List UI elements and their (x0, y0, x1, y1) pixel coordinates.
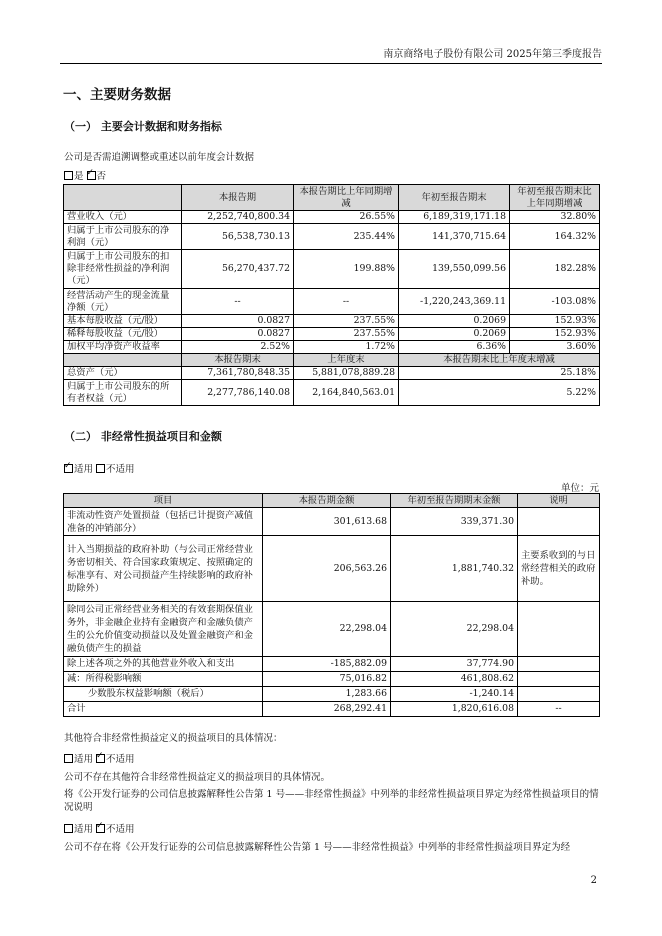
cell: 37,774.90 (391, 657, 518, 672)
checkbox-checked-icon (96, 824, 105, 833)
option-applicable: 适用 (74, 824, 94, 835)
page-number: 2 (590, 875, 597, 886)
row-label: 减：所得税影响额 (64, 672, 263, 687)
cell (518, 657, 600, 672)
paragraph: 公司不存在其他符合非经常性损益定义的损益项目的具体情况。 (64, 772, 331, 783)
cell: 56,538,730.13 (182, 224, 294, 250)
table-header-row (64, 354, 600, 367)
cell: 22,298.04 (263, 602, 391, 657)
cell: 0.0827 (182, 328, 294, 341)
table-header-row (64, 185, 600, 211)
applicable-options-2 (64, 751, 135, 765)
cell: 1,881,740.32 (391, 536, 518, 602)
paragraph: 其他符合非经常性损益定义的损益项目的具体情况： (64, 733, 283, 744)
table-row (64, 211, 600, 224)
cell: 152.93% (510, 328, 600, 341)
checkbox-checked-icon (96, 754, 105, 763)
cell: 2,164,840,563.01 (294, 380, 399, 406)
option-applicable: 适用 (74, 754, 94, 765)
cell: 75,016.82 (263, 672, 391, 687)
cell: 22,298.04 (391, 602, 518, 657)
header-cell: 本报告期末 (182, 354, 294, 367)
option-yes: 是 (74, 171, 84, 182)
non-recurring-items-table (63, 493, 600, 717)
cell: -1,220,243,369.11 (399, 289, 510, 315)
header-cell: 说明 (518, 494, 600, 508)
cell: 268,292.41 (263, 702, 391, 717)
cell: -185,882.09 (263, 657, 391, 672)
row-label: 归属于上市公司股东的扣除非经常性损益的净利润（元） (64, 250, 182, 289)
table-header-row (64, 494, 600, 508)
row-label: 总资产（元） (64, 367, 182, 380)
cell: 7,361,780,848.35 (182, 367, 294, 380)
table-row (64, 657, 600, 672)
cell: 139,550,099.56 (399, 250, 510, 289)
table-row (64, 602, 600, 657)
subsection-title-1: （一） 主要会计数据和财务指标 (64, 120, 222, 133)
cell: -103.08% (510, 289, 600, 315)
cell (518, 687, 600, 702)
checkbox-empty-icon (96, 464, 105, 473)
cell: 339,371.30 (391, 508, 518, 536)
option-not-applicable: 不适用 (106, 754, 135, 765)
row-label: 计入当期损益的政府补助（与公司正常经营业务密切相关、符合国家政策规定、按照确定的标准享有、对公司损益产生持续影响的政府补助除外） (64, 536, 263, 602)
cell: 0.2069 (399, 328, 510, 341)
cell: 5,881,078,889.28 (294, 367, 399, 380)
financial-indicators-table (63, 184, 600, 406)
cell: -- (294, 289, 399, 315)
table-row (64, 672, 600, 687)
row-label: 加权平均净资产收益率 (64, 341, 182, 354)
option-not-applicable: 不适用 (106, 824, 135, 835)
cell: 32.80% (510, 211, 600, 224)
cell: 25.18% (399, 367, 600, 380)
cell: -1,240.14 (391, 687, 518, 702)
cell: 0.2069 (399, 315, 510, 328)
cell: 237.55% (294, 328, 399, 341)
cell: 141,370,715.64 (399, 224, 510, 250)
cell: -- (182, 289, 294, 315)
cell: 0.0827 (182, 315, 294, 328)
table-row (64, 250, 600, 289)
cell: 1,283.66 (263, 687, 391, 702)
cell: 461,808.62 (391, 672, 518, 687)
row-label: 稀释每股收益（元/股） (64, 328, 182, 341)
cell (518, 508, 600, 536)
cell: -- (518, 702, 600, 717)
cell: 26.55% (294, 211, 399, 224)
subsection-title-2: （二） 非经常性损益项目和金额 (64, 430, 222, 443)
applicable-options-1 (64, 461, 135, 475)
row-label: 归属于上市公司股东的净利润（元） (64, 224, 182, 250)
page-header: 南京商络电子股份有限公司 2025年第三季度报告 (60, 45, 602, 64)
paragraph: 将《公开发行证券的公司信息披露解释性公告第 1 号——非经常性损益》中列举的非经常性损益项目界定为经常性损益项目的情况说明 (64, 789, 599, 813)
cell: 235.44% (294, 224, 399, 250)
table-row (64, 380, 600, 406)
option-applicable: 适用 (74, 464, 94, 475)
cell: 1,820,616.08 (391, 702, 518, 717)
header-cell: 本报告期比上年同期增减 (294, 185, 399, 211)
table-row (64, 508, 600, 536)
header-cell: 年初至报告期期末金额 (391, 494, 518, 508)
option-no: 否 (96, 171, 107, 182)
header-cell: 本报告期金额 (263, 494, 391, 508)
table-row (64, 341, 600, 354)
table-row (64, 687, 600, 702)
row-label: 经营活动产生的现金流量净额（元） (64, 289, 182, 315)
cell (518, 672, 600, 687)
table-row (64, 224, 600, 250)
paragraph: 公司不存在将《公开发行证券的公司信息披露解释性公告第 1 号——非经常性损益》中列举的非经常性损益项目界定为经 (64, 842, 571, 853)
table-row (64, 315, 600, 328)
header-cell (64, 354, 182, 367)
checkbox-checked-icon (64, 464, 73, 473)
header-cell: 年初至报告期末 (399, 185, 510, 211)
header-cell: 项目 (64, 494, 263, 508)
checkbox-empty-icon (64, 171, 73, 180)
table-row (64, 328, 600, 341)
section-title: 一、主要财务数据 (63, 87, 171, 103)
cell: 3.60% (510, 341, 600, 354)
restate-options (64, 168, 106, 182)
table-row (64, 702, 600, 717)
cell: 6.36% (399, 341, 510, 354)
applicable-options-3 (64, 821, 135, 835)
cell: 199.88% (294, 250, 399, 289)
header-cell: 年初至报告期末比上年同期增减 (510, 185, 600, 211)
cell: 1.72% (294, 341, 399, 354)
unit-label: 单位：元 (560, 483, 599, 494)
row-label: 合计 (64, 702, 263, 717)
cell: 5.22% (399, 380, 600, 406)
cell: 152.93% (510, 315, 600, 328)
checkbox-checked-icon (87, 171, 96, 180)
checkbox-empty-icon (64, 824, 73, 833)
cell: 6,189,319,171.18 (399, 211, 510, 224)
table-row (64, 367, 600, 380)
cell: 301,613.68 (263, 508, 391, 536)
cell: 164.32% (510, 224, 600, 250)
cell (518, 602, 600, 657)
cell: 2.52% (182, 341, 294, 354)
cell: 2,252,740,800.34 (182, 211, 294, 224)
cell: 2,277,786,140.08 (182, 380, 294, 406)
option-not-applicable: 不适用 (106, 464, 135, 475)
table-row (64, 289, 600, 315)
checkbox-empty-icon (64, 754, 73, 763)
header-cell: 本报告期末比上年度末增减 (399, 354, 600, 367)
row-label: 归属于上市公司股东的所有者权益（元） (64, 380, 182, 406)
cell: 主要系收到的与日常经营相关的政府补助。 (518, 536, 600, 602)
cell: 56,270,437.72 (182, 250, 294, 289)
table-row (64, 536, 600, 602)
cell: 237.55% (294, 315, 399, 328)
row-label: 除同公司正常经营业务相关的有效套期保值业务外，非金融企业持有金融资产和金融负债产生的公允价值变动损益以及处置金融资产和金融负债产生的损益 (64, 602, 263, 657)
restate-question: 公司是否需追溯调整或重述以前年度会计数据 (64, 152, 255, 163)
row-label: 非流动性资产处置损益（包括已计提资产减值准备的冲销部分） (64, 508, 263, 536)
row-label: 基本每股收益（元/股） (64, 315, 182, 328)
header-cell: 上年度末 (294, 354, 399, 367)
row-label: 营业收入（元） (64, 211, 182, 224)
row-label: 少数股东权益影响额（税后） (64, 687, 263, 702)
row-label: 除上述各项之外的其他营业外收入和支出 (64, 657, 263, 672)
header-cell: 本报告期 (182, 185, 294, 211)
header-cell (64, 185, 182, 211)
cell: 206,563.26 (263, 536, 391, 602)
cell: 182.28% (510, 250, 600, 289)
